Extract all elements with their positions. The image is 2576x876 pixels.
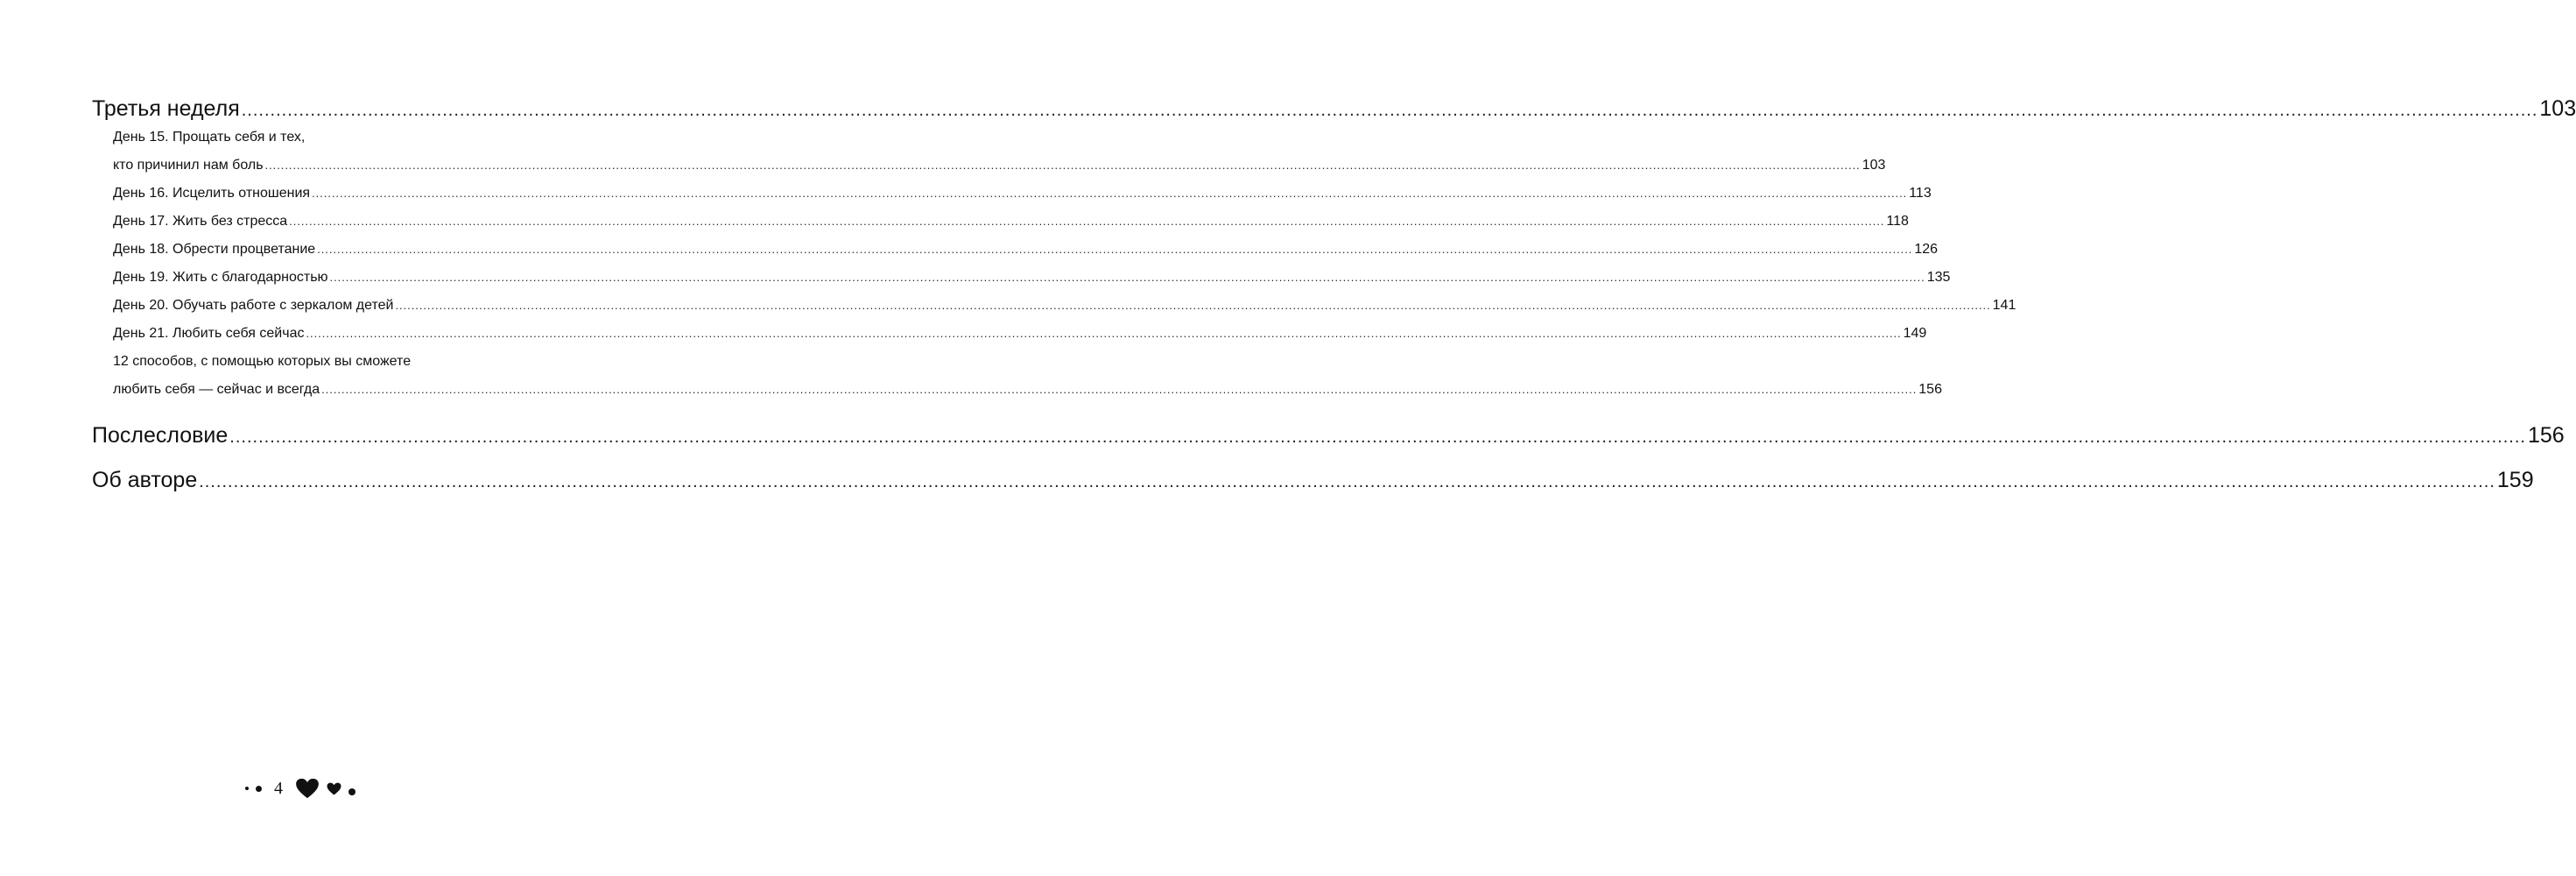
- small-heart-icon: [327, 782, 341, 795]
- table-of-contents: [92, 95, 2576, 495]
- toc-entry-page: 159: [2496, 468, 2534, 492]
- dot-leader: ................................................................................................................................................................................................................................................................................................................................................................................................................: [306, 327, 1902, 340]
- dot-leader: ................................................................................................................................................................................................................................................................................................................................................................................................................: [289, 215, 1885, 228]
- dot-leader: ................................................................................................................................................................................................................................................................................................................................................................................................................: [312, 187, 1908, 200]
- toc-entry-page: 149: [1903, 326, 1927, 341]
- dot-icon: [245, 787, 249, 790]
- toc-entry-day15[interactable]: [92, 152, 1886, 180]
- toc-entry-afterword[interactable]: [92, 421, 2565, 450]
- dot-icon: [348, 788, 355, 795]
- toc-entry-day15-line1[interactable]: [92, 124, 531, 152]
- toc-entry-title: День 15. Прощать себя и тех,: [113, 130, 306, 145]
- toc-entry-day17[interactable]: [92, 208, 1909, 236]
- toc-entry-page: 156: [1918, 382, 1942, 397]
- toc-entry-page: 156: [2527, 423, 2565, 448]
- toc-entry-page: 141: [1992, 298, 2016, 313]
- toc-entry-title: 12 способов, с помощью которых вы сможете: [113, 354, 412, 369]
- toc-entry-day21[interactable]: [92, 320, 1927, 348]
- toc-entry-page: 103: [1862, 158, 1886, 173]
- toc-entry-page: 126: [1914, 242, 1939, 257]
- dot-leader: ................................................................................................................................................................................................................................................................................................................................................................................................................: [229, 427, 2526, 447]
- toc-entry-page: 113: [1909, 186, 1932, 201]
- toc-entry-day16[interactable]: [92, 180, 1932, 208]
- toc-entry-week3[interactable]: [92, 95, 2576, 124]
- toc-entry-day19[interactable]: [92, 264, 1951, 292]
- dot-leader: ................................................................................................................................................................................................................................................................................................................................................................................................................: [264, 159, 1861, 172]
- page-footer: [0, 771, 601, 806]
- toc-entry-title: Послесловие: [92, 423, 229, 448]
- toc-entry-title: День 21. Любить себя сейчас: [113, 326, 305, 341]
- toc-entry-page: 118: [1886, 214, 1909, 229]
- toc-entry-title: День 17. Жить без стресса: [113, 214, 288, 229]
- toc-entry-title: любить себя — сейчас и всегда: [113, 382, 320, 397]
- toc-entry-12ways[interactable]: [92, 376, 1942, 404]
- toc-entry-title: День 19. Жить с благодарностью: [113, 270, 328, 285]
- spacer: [92, 404, 531, 421]
- page-number: 4: [274, 778, 283, 798]
- dot-leader: ................................................................................................................................................................................................................................................................................................................................................................................................................: [329, 271, 1925, 284]
- toc-entry-title: кто причинил нам боль: [113, 158, 264, 173]
- toc-entry-title: День 20. Обучать работе с зеркалом детей: [113, 298, 394, 313]
- dot-leader: ................................................................................................................................................................................................................................................................................................................................................................................................................: [321, 383, 1918, 396]
- toc-entry-day18[interactable]: [92, 236, 1939, 264]
- toc-entry-day20[interactable]: [92, 292, 2016, 320]
- dot-leader: ................................................................................................................................................................................................................................................................................................................................................................................................................: [199, 472, 2495, 491]
- dot-icon: [256, 786, 262, 792]
- toc-entry-page: 135: [1926, 270, 1951, 285]
- toc-entry-about[interactable]: [92, 466, 2534, 495]
- toc-entry-title: День 16. Исцелить отношения: [113, 186, 311, 201]
- toc-entry-12ways-line1[interactable]: [92, 348, 531, 376]
- toc-entry-title: Третья неделя: [92, 96, 240, 121]
- heart-icon: [295, 778, 320, 799]
- dot-leader: ................................................................................................................................................................................................................................................................................................................................................................................................................: [395, 299, 1991, 312]
- toc-entry-title: День 18. Обрести процветание: [113, 242, 316, 257]
- dot-leader: ................................................................................................................................................................................................................................................................................................................................................................................................................: [317, 243, 1913, 256]
- dot-leader: ................................................................................................................................................................................................................................................................................................................................................................................................................: [241, 101, 2538, 120]
- toc-entry-title: Об авторе: [92, 468, 198, 492]
- toc-entry-page: 103: [2539, 96, 2576, 121]
